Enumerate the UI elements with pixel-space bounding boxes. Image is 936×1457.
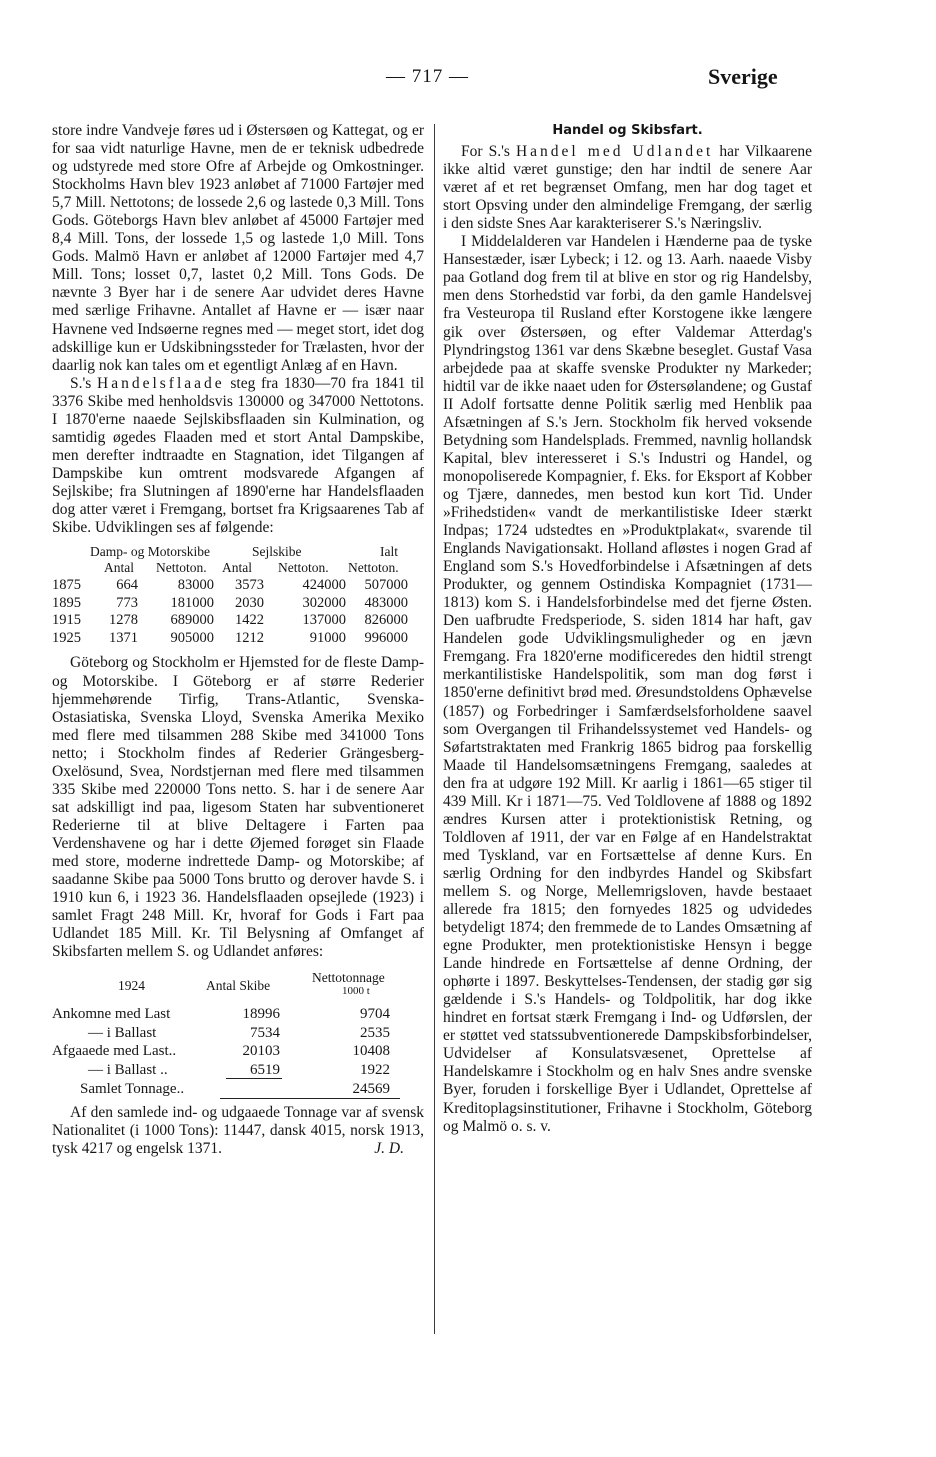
fleet-cell-netto-sail: 91000 [309, 629, 346, 646]
fleet-cell-netto-total: 996000 [364, 629, 408, 646]
running-title: Sverige [708, 64, 778, 89]
tonnage-row-ships: 6519 [250, 1062, 280, 1079]
paragraph-trade-intro [443, 143, 812, 233]
fleet-cell-netto-sail: 137000 [302, 612, 346, 629]
fleet-cell-antal-sail: 3573 [235, 577, 264, 594]
fleet-cell-antal-sail: 2030 [235, 594, 264, 611]
fleet-col-antal-2: Antal [222, 560, 252, 576]
fleet-table-row [52, 577, 424, 595]
paragraph-harbours: store indre Vandveje føres ud i Østersøen og Kattegat, og er for saa vidt naturlige Havne, men de er teknisk udbedrede og udstyrede med store Ofre af Arbejde og Omkostninger. Stockholms Havn blev 1923 anløbet af 71000 Fartøjer med 5,7 Mill. Nettotons; de lossede 2,6 og lastede 0,3 Mill. Tons Gods. Göteborgs Havn blev anløbet af 45000 Fartøjer med 8,4 Mill. Tons, der lossede 1,5 og lastede 1,0 Mill. Tons Gods. Malmö Havn er anløbet af 12000 Fartøjer med 4,7 Mill. Tons; losset 0,7, lastet 0,2 Mill. Tons Gods. De nævnte 3 Byer har i de senere Aar udvidet deres Havne med særlige Frihavne. Antallet af Havne er — især naar Havnene ved Indsøerne regnes med — meget stort, idet dog adskillige kun er Udskibningssteder for Trælasten, hvor der daarlig nok kan tales om et egentligt Anlæg af en Havn. [52, 122, 424, 374]
paragraph-trade-history: I Middelalderen var Handelen i Hænderne paa de tyske Hansestæder, især Lybeck; i 12. og 13. Aarh. naaede Visby paa Gotland dog frem til at blive en stor og rig Handelsby, men dens Storhedstid var forbi, da den gamle Handelsvej fra Vesteuropa til Rusland efter Korstogene ikke længere gik over Østersøen, og efter Valdemar Atterdag's Plyndringstog 1361 var dens Skæbne beseglet. Gustaf Vasa arbejdede paa at skaffe svenske Produkter ny Markeder; hidtil var de ikke naaet uden for Østersølandene; og Gustaf II Adolf fortsatte denne Politik særlig med Henblik paa Afsætningen af S.'s Jern. Stockholm fik herved voksende Betydning som Handelsplads. Fremmed, navnlig hollandsk Kapital, blev interesseret i S.'s Industri og Handel, og monopoliserede Kompagnier, f. Eks. for Eksport af Kobber og Tjære, dannedes, men bestod kun kort Tid. Under »Frihedstiden« vandt de merkantilistiske Ideer stærkt Indpas; 1724 udstedtes en »Produktplakat«, svarende til Englands Navigationsakt. Holland afløstes i nogen Grad af England som S.'s Hovedforbindelse i Afsætningen af dets Produkter, og gennem Ostindiska Kompagniet (1731—1813) kom S. i Handelsforbindelse med det fjerne Østen. Den uafbrudte Fredsperiode, S. siden 1814 har haft, gav Handelen gode Udviklingsmuligheder og en jævn Fremgang. Fra 1820'erne modificeredes den hidtil strengt merkantilistiske Handelspolitik, som man dog først i 1850'erne definitivt brød med. Øresundstoldens Ophævelse (1857) og Forbedringer i Samfærdselsforholdene saavel som Overgangen til Frihandelssystemet ved Handels- og Søfartstraktaten med Frankrig 1865 bidrog paa forskellig Maade til Handelsomsætningens Fremgang, saaledes at den fra at udgøre 192 Mill. Kr aarlig i 1861—65 stiger til 439 Mill. Kr i 1871—75. Ved Toldlovene af 1888 og 1892 ændres Kursen atter i protektionistisk Retning, og Toldloven af 1911, der var en Følge af en Handelstraktat med Tyskland, var en Fortsættelse af denne Kurs. En særlig Ordning for den indbyrdes Handel og Skibsfart mellem S. og Norge, Mellemrigsloven, havde bestaaet allerede fra 1815; den fornyedes 1825 og udvidedes betydeligt 1874; den fremmede de to Landes Omsætning af egne Produkter, men protektionistiske Hensyn i begge Lande hindrede en Fortsættelse af denne Ordning, der ophørte i 1897. Beskyttelses-Tendensen, der stadig gør sig gældende i S.'s Handels- og Toldpolitik, har dog ikke hindret en fortsat stærk Fremgang i Ind- og Udførslen, der er støttet ved statssubventionerede Dampskibsforbindelser, Udvidelser af Konsulatsvæsenet, Oprettelse af Handelskamre i Stockholm og en halv Snes andre svenske Byer, foruden i forskellige Byer i Udlandet, Oprettelse af Kreditoplagsinstitutioner, Frihavne i Stockholm, Göteborg og Malmö o. s. v. [443, 233, 812, 1135]
fleet-cell-netto-total: 483000 [364, 594, 408, 611]
fleet-cell-antal-sail: 1212 [235, 629, 264, 646]
nationality-text: Af den samlede ind- og udgaaede Tonnage var af svensk Nationalitet (i 1000 Tons): 11447, dansk 4015, norsk 1913, tysk 4217 og engelsk 1371. [52, 1104, 424, 1158]
tonnage-table-row [52, 1061, 424, 1080]
fleet-cell-netto-steam: 83000 [177, 577, 214, 594]
paragraph-shipowners: Göteborg og Stockholm er Hjemsted for de fleste Damp- og Motorskibe. I Göteborg er af større Rederier hjemmehørende Tirfig, Trans-Atlantic, Svenska-Ostasiatiska, Svenska Lloyd, Svenska Amerika Mexiko med flere med tilsammen 288 Skibe med 341000 Tons netto; i Stockholm findes af Rederier Grängesberg-Oxelösund, Svea, Nordstjernan med flere med tilsammen 335 Skibe med 220000 Tons netto. S. har i de senere Aar sat adskilligt ind paa, ligesom Staten har subventioneret Rederierne til at blive Deltagere i Farten paa Verdenshavene og har i dette Øjemed forøget sin Flaade med store, moderne indrettede Damp- og Motorskibe; af saadanne Skibe paa 5000 Tons brutto og derover havde S. i 1910 kun 6, i 1923 36. Handelsflaaden opsejlede (1923) i samlet Fragt 248 Mill. Kr, hvoraf for Gods i Fart paa Udlandet 185 Mill. Kr. Til Belysning af Omfanget af Skibsfarten mellem S. og Udlandet anføres: [52, 654, 424, 961]
trade-keyword: Handel med Udlandet [515, 143, 714, 161]
fleet-cell-year: 1915 [52, 612, 81, 629]
fleet-cell-netto-steam: 689000 [170, 612, 214, 629]
author-signature: J. D. [374, 1140, 404, 1158]
paragraph-nationality [52, 1104, 424, 1158]
right-column [443, 122, 812, 1136]
fleet-cell-antal-steam: 1278 [109, 612, 138, 629]
fleet-cell-antal-steam: 1371 [109, 629, 138, 646]
fleet-cell-year: 1895 [52, 594, 81, 611]
tonnage-table-row [52, 1042, 424, 1061]
tonnage-row-label: — i Ballast [88, 1024, 157, 1041]
tonnage-total-label: Samlet Tonnage.. [80, 1080, 185, 1097]
tonnage-row-ships: 20103 [242, 1043, 280, 1060]
fleet-cell-netto-sail: 424000 [302, 577, 346, 594]
fleet-lead: S.'s [70, 374, 92, 392]
fleet-cell-netto-sail: 302000 [302, 594, 346, 611]
fleet-col-antal-1: Antal [104, 560, 134, 576]
fleet-table-header [52, 543, 424, 577]
fleet-col-netto-total: Nettoton. [348, 560, 399, 576]
fleet-cell-netto-total: 826000 [364, 612, 408, 629]
fleet-text: steg fra 1830—70 fra 1841 til 3376 Skibe med henholdsvis 130000 og 347000 Nettotons. I 1870'erne naaede Sejlskibsflaaden sin Kulmination, og samtidig øgedes Flaaden med et stort Antal Dampskibe, men derefter indtraadte en Stagnation, idet Tilgangen af Dampskibe kun omtrent modsvarede Afgangen af Sejlskibe; fra Slutningen af 1890'erne har Handelsflaaden dog atter været i Fremgang, bortset fra Krigsaarenes Tab af Skibe. Udviklingen ses af følgende: [52, 374, 425, 537]
fleet-cell-year: 1925 [52, 629, 81, 646]
tonnage-row-net: 10408 [352, 1043, 390, 1060]
tonnage-row-label: — i Ballast .. [88, 1062, 168, 1079]
tonnage-row-net: 1922 [360, 1062, 390, 1079]
fleet-group-steam-motor: Damp- og Motorskibe [90, 544, 210, 560]
fleet-col-netto-1: Nettoton. [156, 560, 207, 576]
fleet-table-row [52, 612, 424, 630]
fleet-group-total: Ialt [380, 544, 398, 560]
paragraph-merchant-fleet [52, 375, 424, 537]
fleet-cell-antal-sail: 1422 [235, 612, 264, 629]
fleet-cell-antal-steam: 773 [116, 594, 138, 611]
tonnage-row-label: Ankomne med Last [52, 1006, 171, 1023]
section-heading: Handel og Skibsfart. [552, 123, 703, 138]
tonnage-table-row [52, 1005, 424, 1024]
tonnage-col-year: 1924 [118, 978, 145, 994]
fleet-cell-year: 1875 [52, 577, 81, 594]
fleet-cell-netto-steam: 181000 [170, 594, 214, 611]
tonnage-table-header [52, 971, 424, 1005]
tonnage-row-net: 2535 [360, 1024, 390, 1041]
tonnage-col-net: Nettotonnage [312, 970, 385, 986]
left-column [52, 122, 424, 1158]
tonnage-table-row [52, 1024, 424, 1043]
fleet-keyword: Handelsflaade [97, 374, 225, 392]
fleet-cell-netto-total: 507000 [364, 577, 408, 594]
tonnage-table-body [52, 1005, 424, 1079]
tonnage-col-net-unit: 1000 t [342, 985, 370, 998]
trade-lead: For S.'s [461, 143, 510, 161]
tonnage-table [52, 971, 424, 1098]
fleet-col-netto-2: Nettoton. [278, 560, 329, 576]
tonnage-row-label: Afgaaede med Last.. [52, 1043, 177, 1060]
fleet-table-row [52, 595, 424, 613]
page-number: — 717 — [386, 66, 469, 87]
fleet-table [52, 543, 424, 647]
fleet-cell-antal-steam: 664 [116, 577, 138, 594]
tonnage-total-row [52, 1080, 424, 1099]
tonnage-row-ships: 7534 [250, 1024, 280, 1041]
column-divider [434, 124, 435, 1334]
tonnage-total-value: 24569 [352, 1080, 390, 1097]
fleet-table-body [52, 577, 424, 647]
tonnage-row-ships: 18996 [242, 1006, 280, 1023]
fleet-table-row [52, 630, 424, 648]
tonnage-col-ships: Antal Skibe [206, 978, 271, 994]
tonnage-row-net: 9704 [360, 1006, 390, 1023]
fleet-group-sail: Sejlskibe [252, 544, 302, 560]
fleet-cell-netto-steam: 905000 [170, 629, 214, 646]
trade-intro-text: har Vilkaarene ikke altid været gunstige; den har indtil de senere Aar været af et ret begrænset Omfang, men har dog taget et stort Opsving under den almindelige Fremgang, der særlig i den sidste Snes Aar karakteriserer S.'s Næringsliv. [443, 143, 813, 233]
